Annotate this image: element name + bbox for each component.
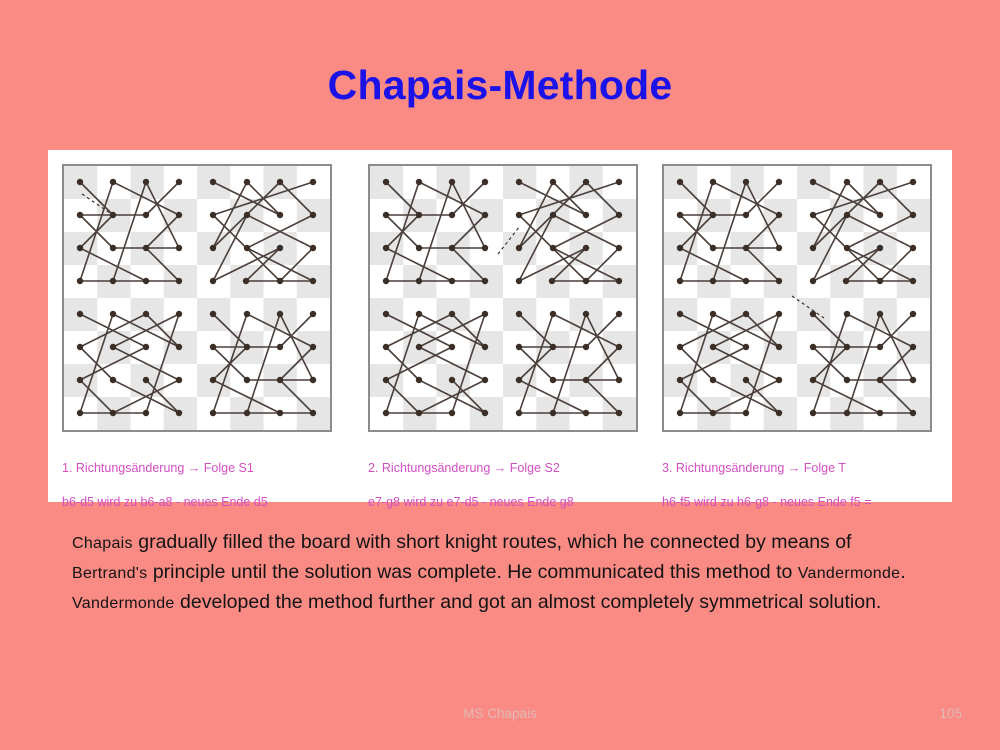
board-caption-2 bbox=[368, 443, 646, 511]
figure-panel bbox=[48, 150, 952, 509]
body-text-1: gradually filled the board with short knight routes, which he connected by means of bbox=[132, 531, 852, 553]
page-number: 105 bbox=[939, 706, 962, 721]
board-caption-3-line2: h6-f5 wird zu h6-g8 - neues Ende f5 = bbox=[662, 495, 872, 509]
body-name-bertrand: Bertrand's bbox=[72, 565, 148, 582]
body-text-3: . bbox=[900, 561, 906, 583]
board-caption-1 bbox=[62, 443, 340, 511]
body-paragraph bbox=[72, 528, 932, 618]
board-block-1 bbox=[62, 164, 340, 511]
board-caption-1-line2: b6-d5 wird zu b6-a8 - neues Ende d5 bbox=[62, 495, 268, 509]
page-title: Chapais-Methode bbox=[327, 62, 673, 108]
footer-label: MS Chapais bbox=[463, 706, 537, 721]
body-text-2: principle until the solution was complete. He communicated this method to bbox=[147, 561, 798, 583]
board-caption-3 bbox=[662, 443, 940, 511]
board-caption-3-line1: 3. Richtungsänderung → Folge T bbox=[662, 461, 846, 475]
body-name-chapais: Chapais bbox=[72, 535, 133, 552]
body-text-4: developed the method further and got an almost completely symmetrical solution. bbox=[174, 591, 882, 613]
chessboard-diagram-2 bbox=[368, 164, 638, 432]
board-block-3 bbox=[662, 164, 940, 511]
board-caption-1-line1: 1. Richtungsänderung → Folge S1 bbox=[62, 461, 254, 475]
board-caption-2-line2: e7-g8 wird zu e7-d5 - neues Ende g8 bbox=[368, 495, 574, 509]
chessboard-diagram-3 bbox=[662, 164, 932, 432]
board-block-2 bbox=[368, 164, 646, 511]
body-name-vandermonde-1: Vandermonde bbox=[797, 565, 901, 582]
board-caption-2-line1: 2. Richtungsänderung → Folge S2 bbox=[368, 461, 560, 475]
chessboard-diagram-1 bbox=[62, 164, 332, 432]
body-name-vandermonde-2: Vandermonde bbox=[72, 595, 175, 612]
boards-container bbox=[48, 150, 952, 509]
